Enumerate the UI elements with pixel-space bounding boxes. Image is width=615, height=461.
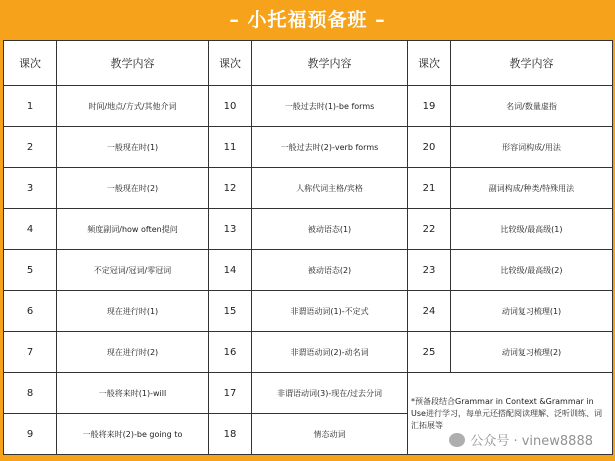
lesson-content: 形容词构成/用法 <box>451 127 613 168</box>
lesson-content: 一般将来时(1)-will <box>57 373 209 414</box>
lesson-number: 16 <box>209 332 252 373</box>
lesson-content: 副词构成/种类/特殊用法 <box>451 168 613 209</box>
lesson-number: 9 <box>4 414 57 455</box>
header-lesson: 课次 <box>408 41 451 86</box>
lesson-number: 20 <box>408 127 451 168</box>
lesson-number: 1 <box>4 86 57 127</box>
table-row <box>4 209 613 250</box>
wechat-icon <box>449 433 465 447</box>
lesson-number: 25 <box>408 332 451 373</box>
lesson-content: 不定冠词/冠词/零冠词 <box>57 250 209 291</box>
lesson-number: 14 <box>209 250 252 291</box>
lesson-number: 13 <box>209 209 252 250</box>
lesson-number: 18 <box>209 414 252 455</box>
lesson-content: 非谓语动词(3)-现在/过去分词 <box>252 373 408 414</box>
lesson-content: 非谓语动词(1)-不定式 <box>252 291 408 332</box>
lesson-number: 24 <box>408 291 451 332</box>
header-lesson: 课次 <box>4 41 57 86</box>
lesson-content: 现在进行时(2) <box>57 332 209 373</box>
lesson-content: 非谓语动词(2)-动名词 <box>252 332 408 373</box>
lesson-content: 比较级/最高级(1) <box>451 209 613 250</box>
table-header-row <box>4 41 613 86</box>
lesson-content: 被动语态(1) <box>252 209 408 250</box>
lesson-content: 动词复习梳理(2) <box>451 332 613 373</box>
lesson-number: 23 <box>408 250 451 291</box>
lesson-number: 10 <box>209 86 252 127</box>
lesson-content: 频度副词/how often提问 <box>57 209 209 250</box>
lesson-content: 名词/数量虚指 <box>451 86 613 127</box>
table-row <box>4 250 613 291</box>
lesson-content: 时间/地点/方式/其他介词 <box>57 86 209 127</box>
lesson-number: 2 <box>4 127 57 168</box>
lesson-content: 一般现在时(2) <box>57 168 209 209</box>
lesson-number: 22 <box>408 209 451 250</box>
lesson-content: 人称代词主格/宾格 <box>252 168 408 209</box>
lesson-number: 19 <box>408 86 451 127</box>
lesson-content: 一般过去时(1)-be forms <box>252 86 408 127</box>
table-row <box>4 86 613 127</box>
lesson-content: 一般现在时(1) <box>57 127 209 168</box>
lesson-number: 8 <box>4 373 57 414</box>
page-title: – 小托福预备班 – <box>229 9 386 31</box>
watermark-text: 公众号 · vinew8888 <box>470 434 593 449</box>
header-content: 教学内容 <box>57 41 209 86</box>
table-row <box>4 291 613 332</box>
lesson-number: 15 <box>209 291 252 332</box>
header-lesson: 课次 <box>209 41 252 86</box>
header-content: 教学内容 <box>252 41 408 86</box>
lesson-content: 情态动词 <box>252 414 408 455</box>
lesson-content: 一般过去时(2)-verb forms <box>252 127 408 168</box>
table-row <box>4 332 613 373</box>
lesson-content: 现在进行时(1) <box>57 291 209 332</box>
table-row <box>4 127 613 168</box>
watermark <box>449 430 593 449</box>
lesson-content: 一般将来时(2)-be going to <box>57 414 209 455</box>
lesson-number: 21 <box>408 168 451 209</box>
table-row <box>4 168 613 209</box>
table-row <box>4 373 613 414</box>
course-table <box>3 40 613 455</box>
lesson-number: 3 <box>4 168 57 209</box>
lesson-number: 7 <box>4 332 57 373</box>
lesson-number: 5 <box>4 250 57 291</box>
lesson-content: 动词复习梳理(1) <box>451 291 613 332</box>
lesson-content: 比较级/最高级(2) <box>451 250 613 291</box>
lesson-number: 4 <box>4 209 57 250</box>
lesson-number: 17 <box>209 373 252 414</box>
course-note: *预备段结合Grammar in Context &Grammar in Use进行学习，每单元还搭配阅读理解、泛听训练、词汇拓展等 <box>408 373 613 455</box>
lesson-number: 12 <box>209 168 252 209</box>
lesson-number: 6 <box>4 291 57 332</box>
lesson-number: 11 <box>209 127 252 168</box>
lesson-content: 被动语态(2) <box>252 250 408 291</box>
header-content: 教学内容 <box>451 41 613 86</box>
